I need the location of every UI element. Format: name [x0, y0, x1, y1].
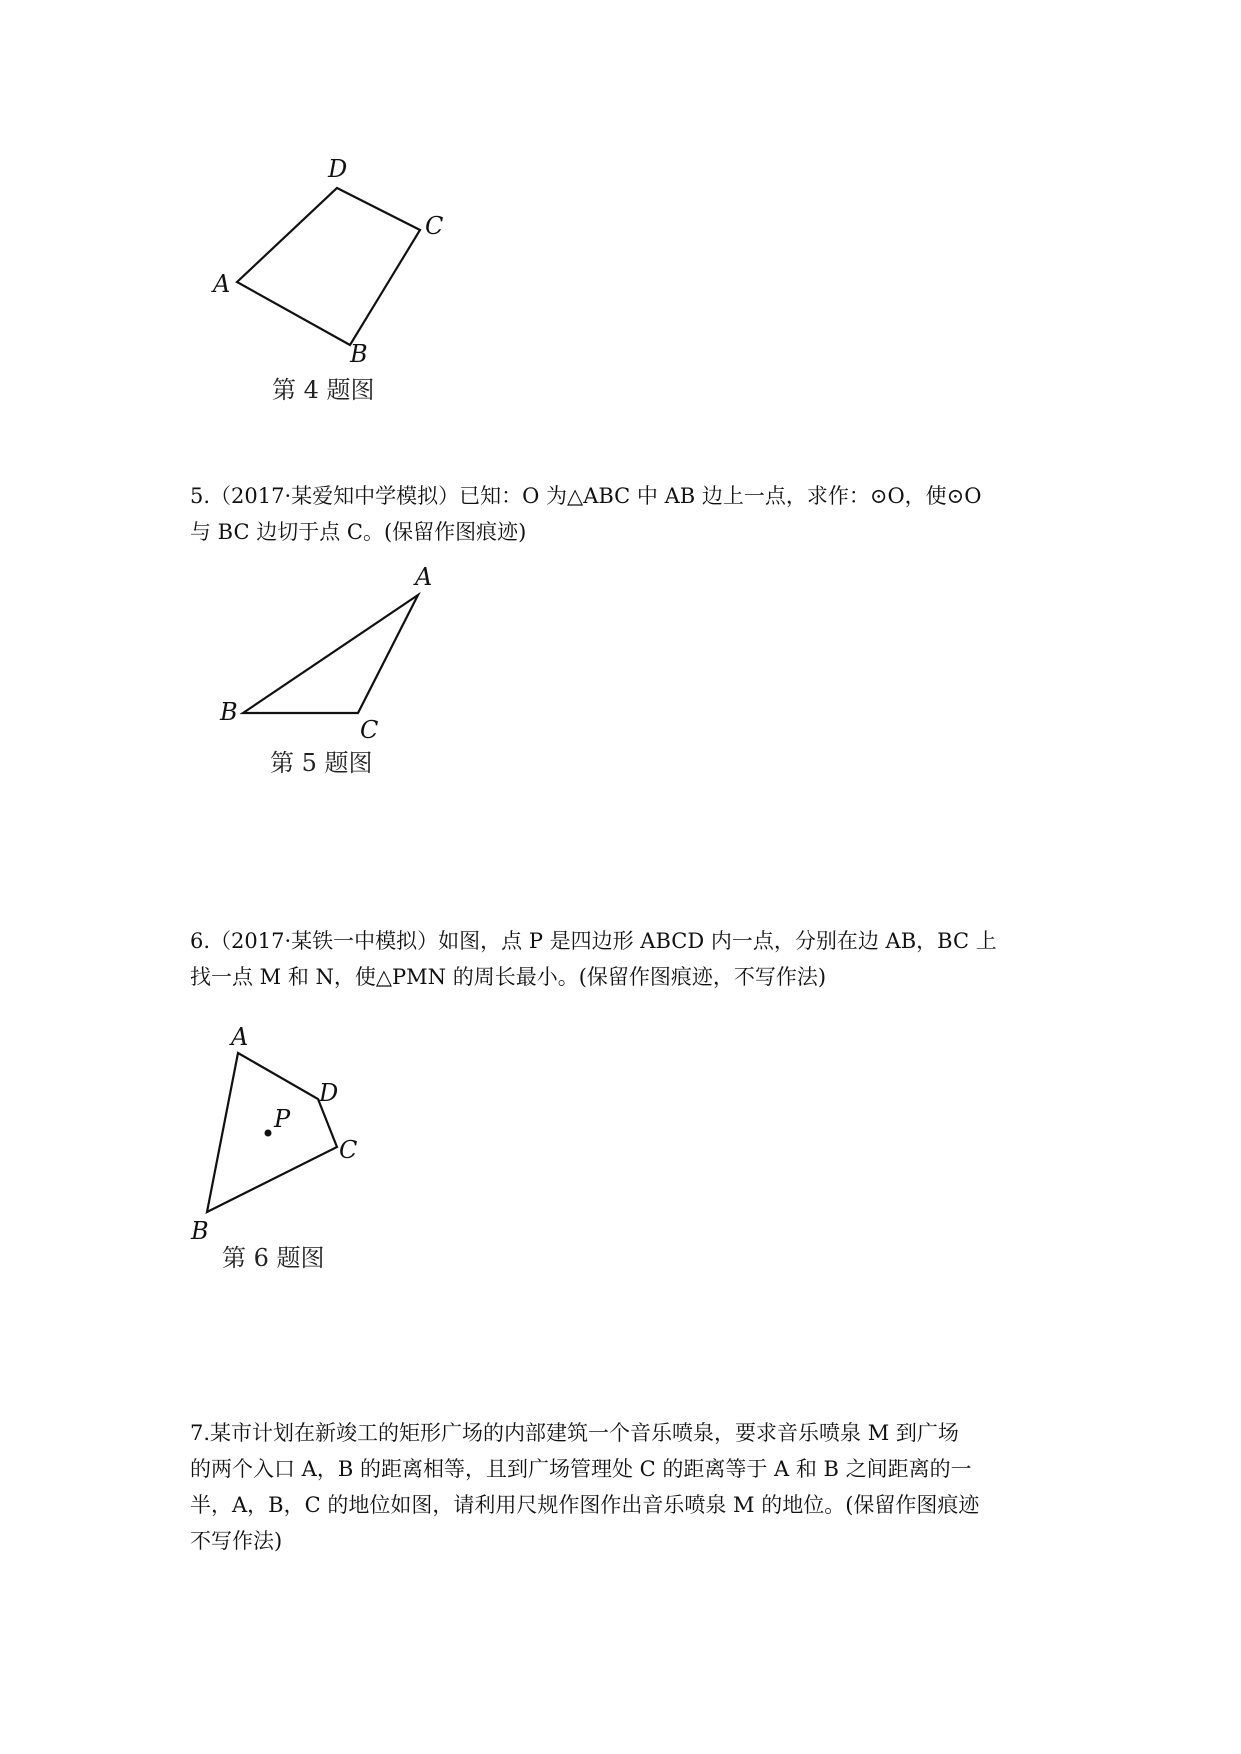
- problem-6-line-2: 找一点 M 和 N，使△PMN 的周长最小。(保留作图痕迹，不写作法): [190, 965, 827, 989]
- vertex-label-c: C: [339, 1136, 358, 1164]
- figure-6-caption: 第 6 题图: [222, 1244, 325, 1272]
- problem-6-line-1: 6.（2017·某铁一中模拟）如图，点 P 是四边形 ABCD 内一点，分别在边 AB，BC 上: [190, 929, 997, 953]
- triangle-abc-diagram: [200, 560, 460, 750]
- vertex-label-b: B: [220, 698, 238, 726]
- vertex-label-d: D: [319, 1079, 339, 1107]
- problem-5-line-2: 与 BC 边切于点 C。(保留作图痕迹): [190, 520, 527, 544]
- vertex-label-d: D: [328, 155, 348, 183]
- vertex-label-a: A: [231, 1023, 249, 1051]
- figure-4-caption: 第 4 题图: [272, 376, 375, 404]
- vertex-label-c: C: [360, 716, 379, 744]
- problem-7-line-4: 不写作法): [190, 1529, 283, 1553]
- quadrilateral-abcd: [237, 188, 420, 345]
- figure-5: [200, 560, 460, 750]
- vertex-label-a: A: [415, 563, 433, 591]
- figure-6: [180, 1015, 400, 1250]
- quadrilateral-abcd-diagram: [200, 150, 460, 370]
- problem-6: [190, 923, 1060, 995]
- vertex-label-c: C: [425, 212, 444, 240]
- vertex-label-b: B: [191, 1217, 209, 1245]
- problem-7-line-2: 的两个入口 A，B 的距离相等，且到广场管理处 C 的距离等于 A 和 B 之间距离的一: [190, 1457, 972, 1481]
- problem-7-line-3: 半，A，B，C 的地位如图，请利用尺规作图作出音乐喷泉 M 的地位。(保留作图痕迹: [190, 1493, 980, 1517]
- problem-7: [190, 1415, 1060, 1559]
- figure-5-caption: 第 5 题图: [270, 749, 373, 777]
- problem-7-line-1: 7.某市计划在新竣工的矩形广场的内部建筑一个音乐喷泉，要求音乐喷泉 M 到广场: [190, 1421, 959, 1445]
- vertex-label-b: B: [350, 340, 368, 368]
- quadrilateral-abcd: [207, 1053, 337, 1212]
- point-label-p: P: [274, 1105, 291, 1133]
- point-p: [265, 1130, 272, 1137]
- quadrilateral-abcd-point-p-diagram: [180, 1015, 400, 1250]
- problem-5: [190, 478, 1060, 550]
- figure-4: [200, 150, 460, 370]
- triangle-abc: [243, 595, 418, 713]
- problem-5-line-1: 5.（2017·某爱知中学模拟）已知：O 为△ABC 中 AB 边上一点，求作：⊙O，使⊙O: [190, 484, 982, 508]
- vertex-label-a: A: [213, 270, 231, 298]
